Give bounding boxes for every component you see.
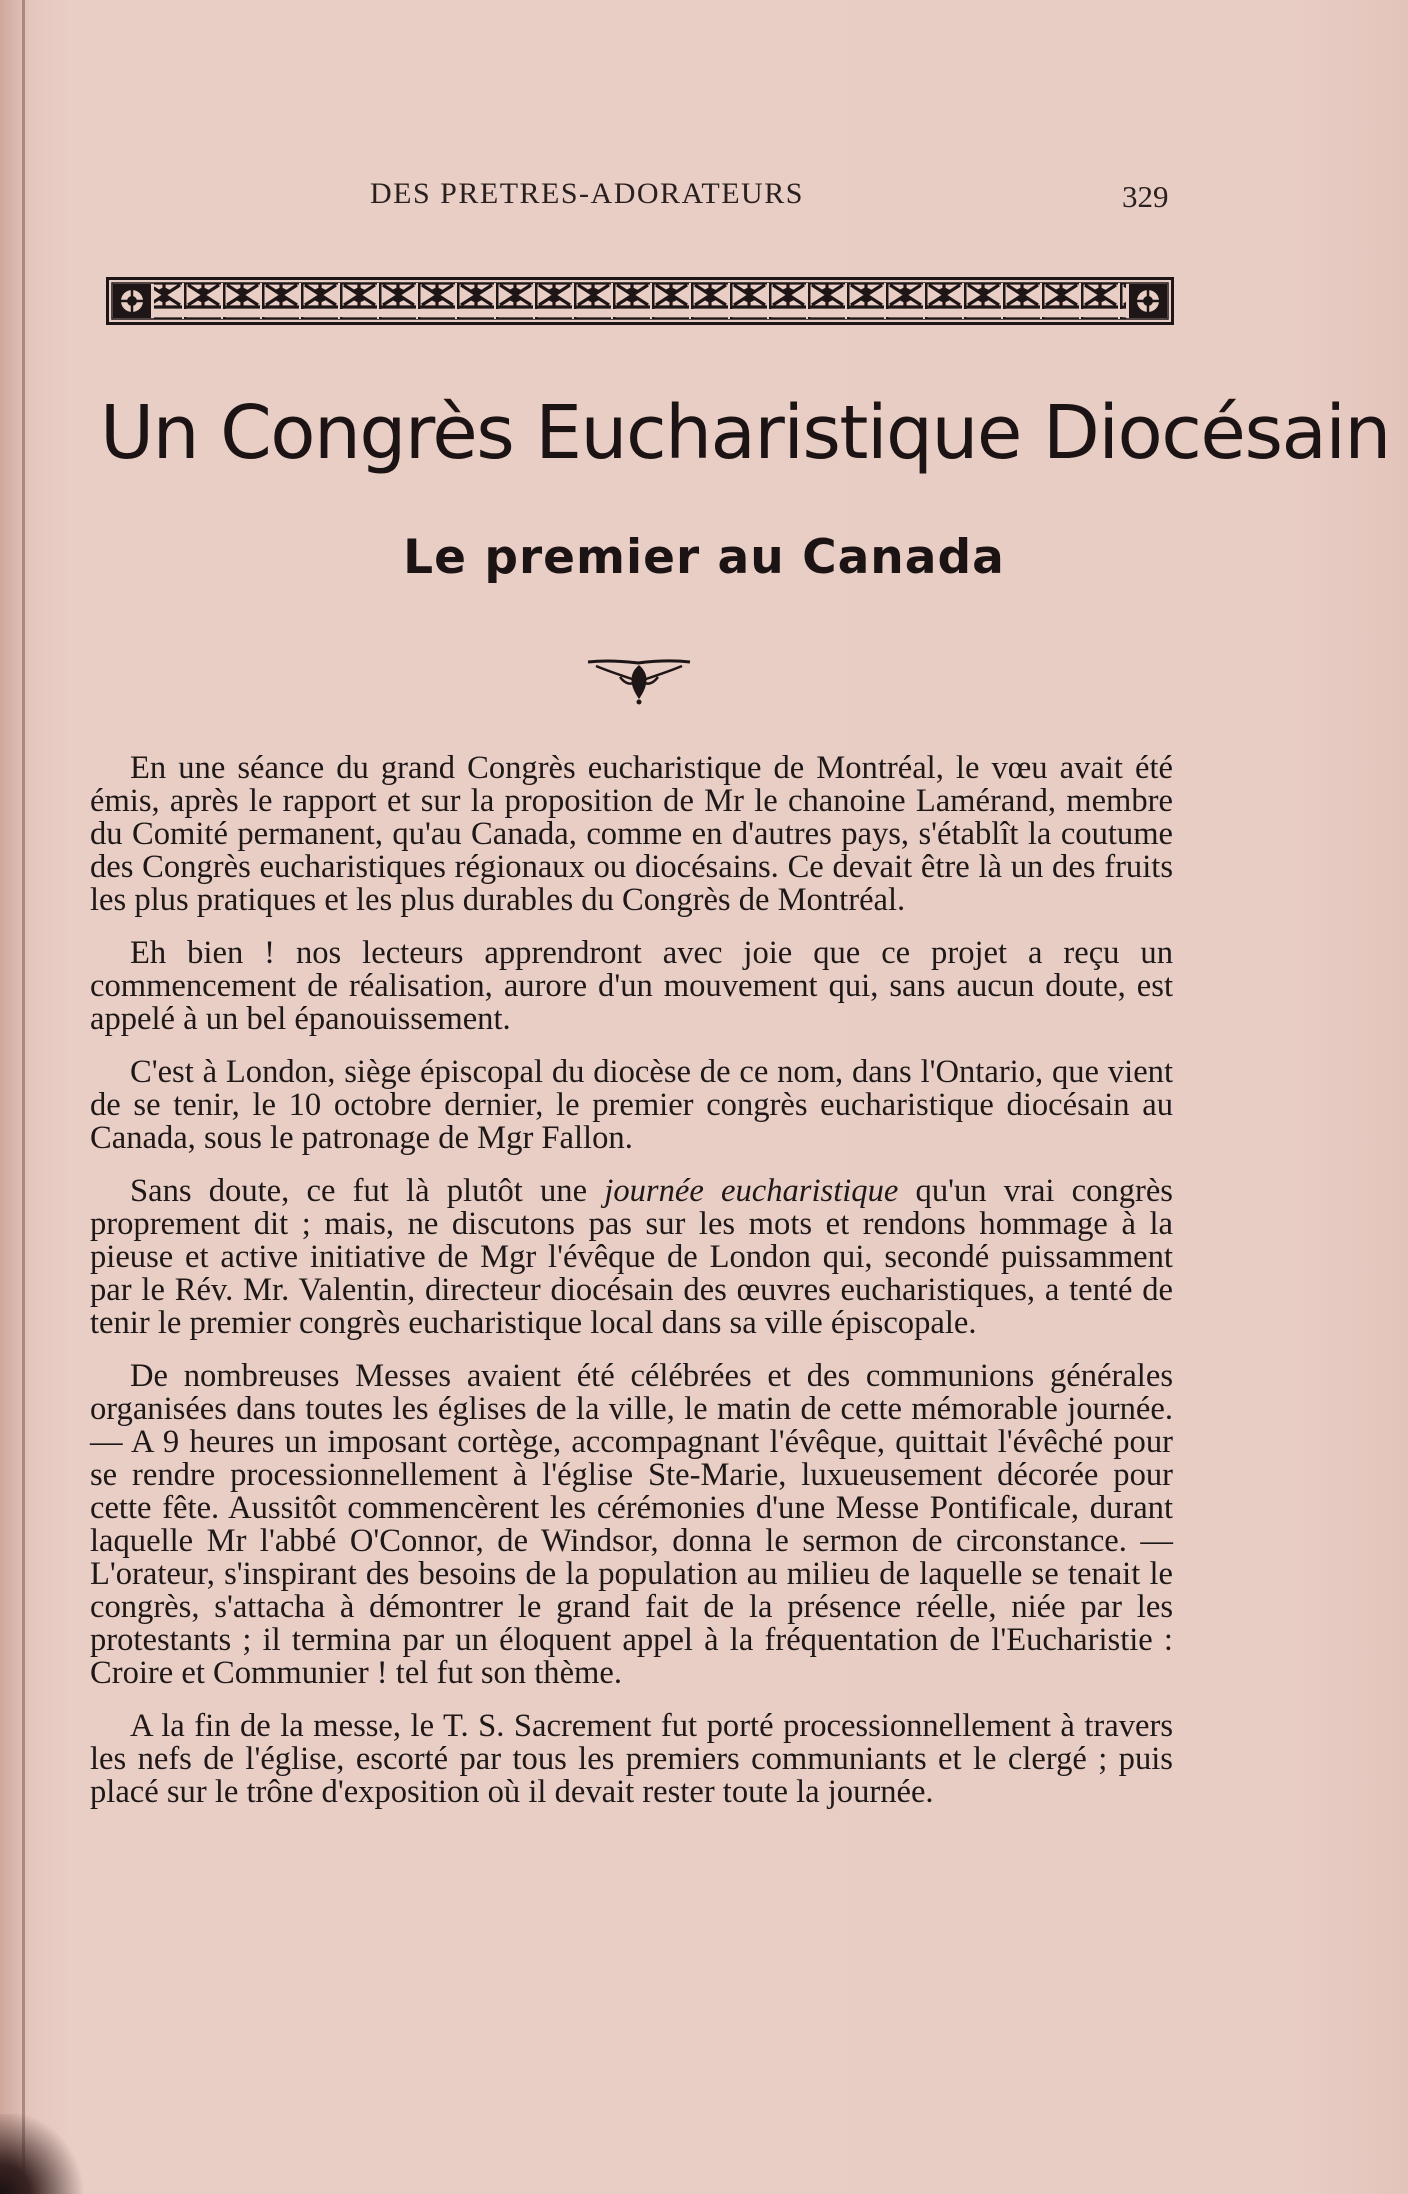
paragraph-4-before: Sans doute, ce fut là plutôt une xyxy=(130,1173,605,1209)
paragraph-4-after: qu'un vrai congrès proprement dit ; mais, ne discutons pas sur les mots et rendons hommage à la pieuse et active initiative de Mgr l'évêque de London qui, secondé puissamment par le Rév. Mr. Valentin, directeur diocésain des œuvres eucharistiques, a tenté de tenir le premier congrès eucharistique local dans sa ville épiscopale. xyxy=(90,1173,1173,1341)
page-number: 329 xyxy=(1122,179,1169,214)
paragraph-5: De nombreuses Messes avaient été célébrées et des communions générales organisées dans toutes les églises de la ville, le matin de cette mémorable journée. — A 9 heures un imposant cortège, accompagnant l'évêque, quittait l'évêché pour se rendre processionnellement à l'église Ste-Marie, luxueusement décorée pour cette fête. Aussitôt commencèrent les cérémonies d'une Messe Pontificale, durant laquelle Mr l'abbé O'Connor, de Windsor, donna le sermon de circonstance. — L'orateur, s'inspirant des besoins de la population au milieu de laquelle se tenait le congrès, s'attacha à démontrer le grand fait de la présence réelle, niée par les protestants ; il termina par un éloquent appel à la fréquentation de l'Eucharistie : Croire et Communier ! tel fut son thème. xyxy=(90,1358,1173,1691)
fleuron-ornament xyxy=(586,655,692,705)
paragraph-6: A la fin de la messe, le T. S. Sacrement fut porté processionnellement à travers les nefs de l'église, escorté par tous les premiers communiants et le clergé ; puis placé sur le trône d'exposition où il devait rester toute la journée. xyxy=(90,1708,1173,1810)
paragraph-4-emphasis: journée eucharistique xyxy=(604,1173,899,1209)
paragraph-3: C'est à London, siège épiscopal du diocèse de ce nom, dans l'Ontario, que vient de se tenir, le 10 octobre dernier, le premier congrès eucharistique diocésain au Canada, sous le patronage de Mgr Fallon. xyxy=(90,1054,1173,1156)
corner-shadow xyxy=(0,2114,90,2194)
article-body xyxy=(90,752,1173,1829)
running-header: DES PRETRES-ADORATEURS xyxy=(370,177,804,210)
corner-rosette-right xyxy=(1129,284,1167,318)
greek-key-border-ornament xyxy=(106,277,1174,325)
corner-rosette-left xyxy=(113,284,151,318)
paragraph-4 xyxy=(90,1175,1173,1340)
article-subtitle: Le premier au Canada xyxy=(403,530,1005,585)
article-title: Un Congrès Eucharistique Diocésain xyxy=(100,390,1390,476)
page-binding-edge xyxy=(22,0,25,2194)
paragraph-2: Eh bien ! nos lecteurs apprendront avec joie que ce projet a reçu un commencement de réalisation, aurore d'un mouvement qui, sans aucun doute, est appelé à un bel épanouissement. xyxy=(90,935,1173,1037)
paragraph-1: En une séance du grand Congrès eucharistique de Montréal, le vœu avait été émis, après le rapport et sur la proposition de Mr le chanoine Lamérand, membre du Comité permanent, qu'au Canada, comme en d'autres pays, s'établît la coutume des Congrès eucharistiques régionaux ou diocésains. Ce devait être là un des fruits les plus pratiques et les plus durables du Congrès de Montréal. xyxy=(90,750,1173,918)
